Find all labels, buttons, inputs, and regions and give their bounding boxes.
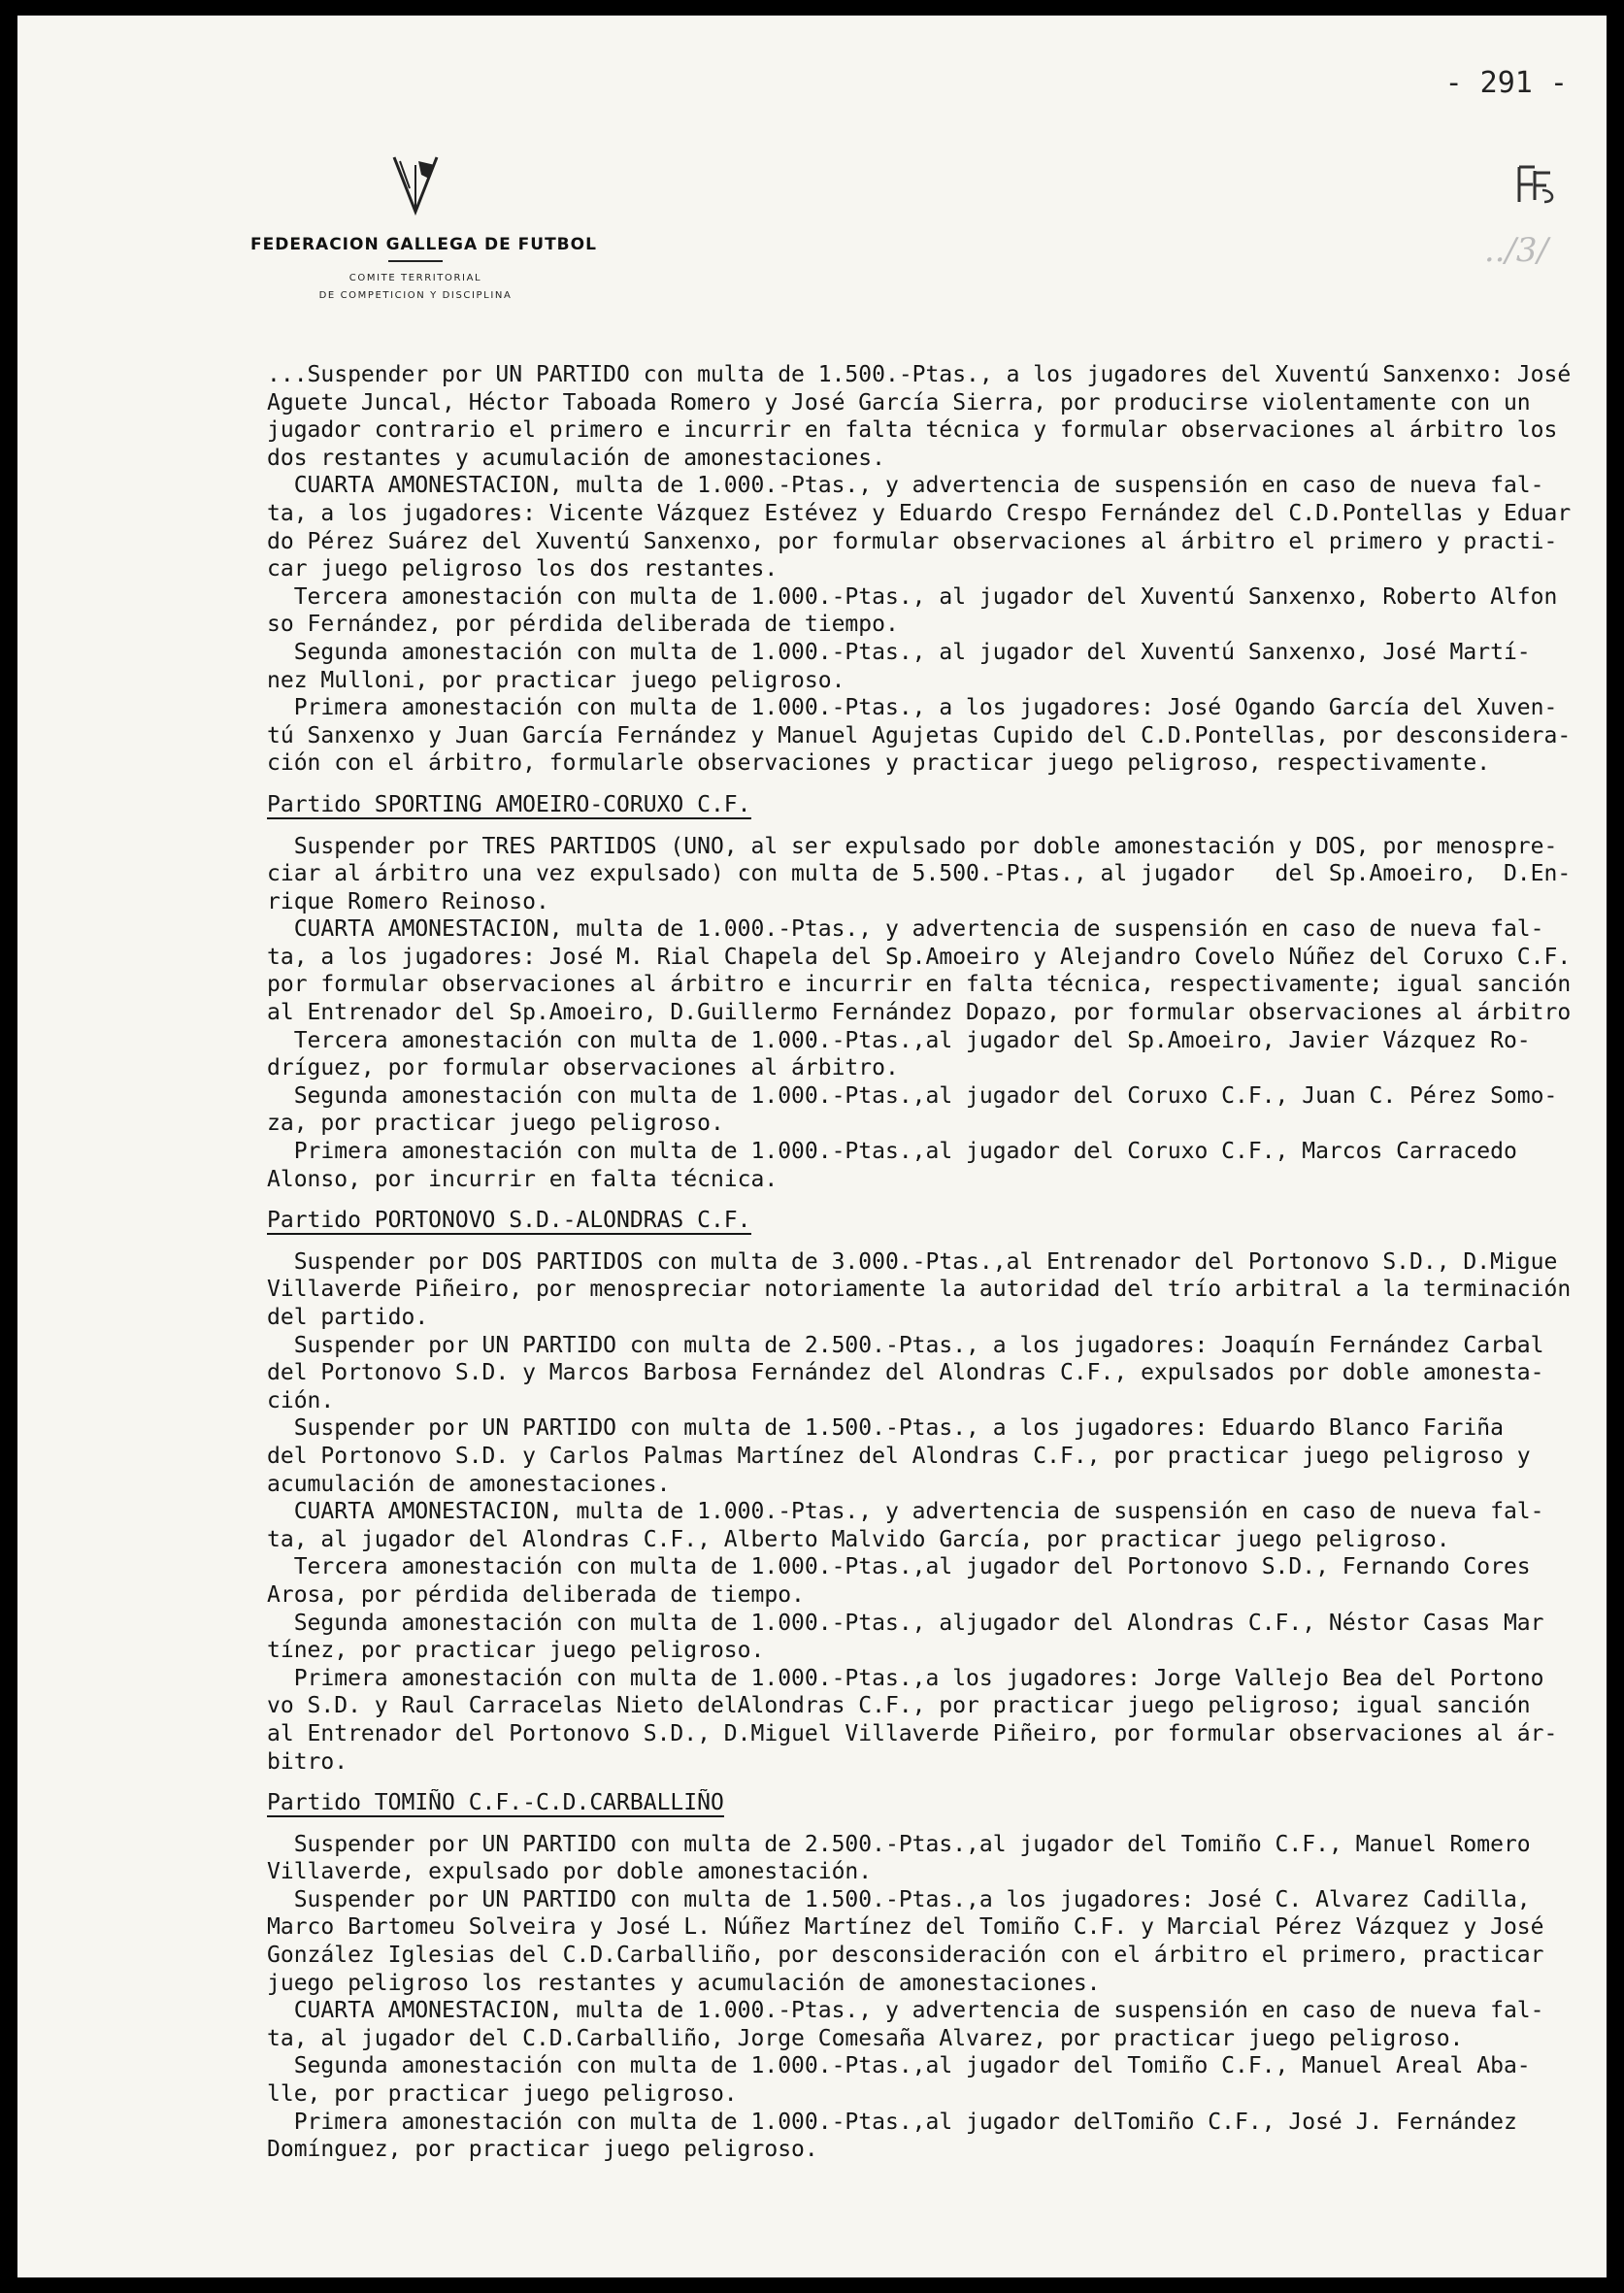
text-line: Primera amonestación con multa de 1.000.-Ptas.,a los jugadores: Jorge Vallejo Bea del Portono bbox=[267, 1665, 1544, 1691]
text-line: Tercera amonestación con multa de 1.000.-Ptas.,al jugador del Portonovo S.D., Fernando Cores bbox=[267, 1554, 1531, 1580]
text-line: Tercera amonestación con multa de 1.000.-Ptas.,al jugador del Sp.Amoeiro, Javier Vázquez Ro- bbox=[267, 1027, 1531, 1053]
letterhead bbox=[250, 151, 597, 305]
text-line: Suspender por DOS PARTIDOS con multa de 3.000.-Ptas.,al Entrenador del Portonovo S.D., D.Migue bbox=[267, 1248, 1558, 1275]
text-line: Aguete Juncal, Héctor Taboada Romero y José García Sierra, por producirse violentamente con un bbox=[267, 389, 1531, 415]
text-line: Marco Bartomeu Solveira y José L. Núñez Martínez del Tomiño C.F. y Marcial Pérez Vázquez y José bbox=[267, 1914, 1544, 1941]
text-line: Tercera amonestación con multa de 1.000.-Ptas., al jugador del Xuventú Sanxenxo, Roberto Alfon bbox=[267, 583, 1558, 610]
text-line: rique Romero Reinoso. bbox=[267, 888, 549, 914]
text-line: Primera amonestación con multa de 1.000.-Ptas.,al jugador del Coruxo C.F., Marcos Carracedo bbox=[267, 1139, 1517, 1165]
text-line: Segunda amonestación con multa de 1.000.-Ptas.,al jugador del Tomiño C.F., Manuel Areal Aba- bbox=[267, 2053, 1531, 2079]
text-line: Alonso, por incurrir en falta técnica. bbox=[267, 1166, 779, 1192]
match-heading bbox=[267, 1789, 1607, 1817]
page-number: - 291 - bbox=[1444, 66, 1568, 100]
text-line: al Entrenador del Portonovo S.D., D.Miguel Villaverde Piñeiro, por formular observaciones al ár- bbox=[267, 1720, 1558, 1746]
text-line: za, por practicar juego peligroso. bbox=[267, 1111, 724, 1137]
federation-name: FEDERACION GALLEGA DE FUTBOL bbox=[250, 235, 597, 254]
text-line: ción. bbox=[267, 1387, 335, 1413]
text-line: CUARTA AMONESTACION, multa de 1.000.-Ptas., y advertencia de suspensión en caso de nueva fal- bbox=[267, 1998, 1544, 2024]
text-line: ...Suspender por UN PARTIDO con multa de 1.500.-Ptas., a los jugadores del Xuventú Sanxenxo: José bbox=[267, 362, 1572, 387]
text-line: jugador contrario el primero e incurrir en falta técnica y formular observaciones al árbitro los bbox=[267, 417, 1558, 444]
text-line: Arosa, por pérdida deliberada de tiempo. bbox=[267, 1581, 805, 1608]
text-line: vo S.D. y Raul Carracelas Nieto delAlondras C.F., por practicar juego peligroso; igual sanción bbox=[267, 1693, 1531, 1719]
text-line: Suspender por UN PARTIDO con multa de 2.500.-Ptas., a los jugadores: Joaquín Fernández Carbal bbox=[267, 1332, 1544, 1358]
text-line: acumulación de amonestaciones. bbox=[267, 1471, 671, 1497]
text-line: Suspender por UN PARTIDO con multa de 1.500.-Ptas., a los jugadores: Eduardo Blanco Fariña bbox=[267, 1415, 1504, 1442]
match-heading-text: Partido PORTONOVO S.D.-ALONDRAS C.F. bbox=[267, 1208, 751, 1234]
match-heading-text: Partido TOMIÑO C.F.-C.D.CARBALLIÑO bbox=[267, 1790, 724, 1816]
text-line: Villaverde Piñeiro, por menospreciar notoriamente la autoridad del trío arbitral a la terminación bbox=[267, 1277, 1572, 1303]
committee-line-2: DE COMPETICION Y DISCIPLINA bbox=[318, 290, 513, 301]
text-line: Primera amonestación con multa de 1.000.-Ptas.,al jugador delTomiño C.F., José J. Fernández bbox=[267, 2109, 1517, 2135]
document-body bbox=[267, 361, 1607, 2164]
text-line: so Fernández, por pérdida deliberada de tiempo. bbox=[267, 612, 899, 638]
text-line: tú Sanxenxo y Juan García Fernández y Manuel Agujetas Cupido del C.D.Pontellas, por desconsidera- bbox=[267, 722, 1572, 748]
text-line: del partido. bbox=[267, 1305, 429, 1330]
text-line: ta, al jugador del C.D.Carballiño, Jorge Comesaña Alvarez, por practicar juego peligroso. bbox=[267, 2025, 1464, 2051]
stamp bbox=[1513, 161, 1560, 213]
text-line: Suspender por UN PARTIDO con multa de 2.500.-Ptas.,al jugador del Tomiño C.F., Manuel Romero bbox=[267, 1831, 1531, 1857]
text-line: por formular observaciones al árbitro e incurrir en falta técnica, respectivamente; igual sanción bbox=[267, 972, 1572, 998]
text-line: ta, a los jugadores: José M. Rial Chapela del Sp.Amoeiro y Alejandro Covelo Núñez del Coruxo C.F. bbox=[267, 944, 1572, 970]
text-line: tínez, por practicar juego peligroso. bbox=[267, 1638, 765, 1664]
text-line: Villaverde, expulsado por doble amonestación. bbox=[267, 1859, 873, 1885]
handwritten-note: ../3/ bbox=[1483, 231, 1548, 270]
document-page bbox=[17, 16, 1607, 2277]
text-line: CUARTA AMONESTACION, multa de 1.000.-Ptas., y advertencia de suspensión en caso de nueva fal- bbox=[267, 1499, 1544, 1525]
text-line: dos restantes y acumulación de amonestaciones. bbox=[267, 445, 885, 471]
monogram-stamp-icon bbox=[1513, 161, 1560, 208]
divider bbox=[388, 260, 443, 262]
text-line: del Portonovo S.D. y Carlos Palmas Martínez del Alondras C.F., por practicar juego peligroso y bbox=[267, 1443, 1531, 1469]
text-line: lle, por practicar juego peligroso. bbox=[267, 2081, 738, 2108]
match-heading bbox=[267, 791, 1607, 819]
text-line: ciar al árbitro una vez expulsado) con multa de 5.500.-Ptas., al jugador del Sp.Amoeiro, D.En- bbox=[267, 861, 1572, 887]
text-line: car juego peligroso los dos restantes. bbox=[267, 556, 779, 582]
text-line: bitro. bbox=[267, 1748, 348, 1775]
text-line: ta, al jugador del Alondras C.F., Alberto Malvido García, por practicar juego peligroso. bbox=[267, 1526, 1450, 1552]
text-line: Segunda amonestación con multa de 1.000.-Ptas., aljugador del Alondras C.F., Néstor Casas Mar bbox=[267, 1610, 1544, 1636]
text-line: González Iglesias del C.D.Carballiño, por desconsideración con el árbitro el primero, practicar bbox=[267, 1943, 1544, 1969]
text-line: al Entrenador del Sp.Amoeiro, D.Guillermo Fernández Dopazo, por formular observaciones al árbitro bbox=[267, 1000, 1572, 1026]
match-heading-text: Partido SPORTING AMOEIRO-CORUXO C.F. bbox=[267, 791, 751, 817]
text-line: nez Mulloni, por practicar juego peligroso. bbox=[267, 667, 845, 693]
text-line: juego peligroso los restantes y acumulación de amonestaciones. bbox=[267, 1970, 1101, 1996]
text-line: CUARTA AMONESTACION, multa de 1.000.-Ptas., y advertencia de suspensión en caso de nueva fal- bbox=[267, 916, 1544, 943]
text-line: Segunda amonestación con multa de 1.000.-Ptas.,al jugador del Coruxo C.F., Juan C. Pérez Somo- bbox=[267, 1082, 1558, 1109]
text-line: do Pérez Suárez del Xuventú Sanxenxo, por formular observaciones al árbitro el primero y practi- bbox=[267, 528, 1558, 554]
text-line: Domínguez, por practicar juego peligroso. bbox=[267, 2137, 818, 2163]
text-line: Primera amonestación con multa de 1.000.-Ptas., a los jugadores: José Ogando García del Xuven- bbox=[267, 695, 1558, 721]
text-line: Suspender por TRES PARTIDOS (UNO, al ser expulsado por doble amonestación y DOS, por menospre- bbox=[267, 833, 1558, 859]
text-line: Suspender por UN PARTIDO con multa de 1.500.-Ptas.,a los jugadores: José C. Alvarez Cadilla, bbox=[267, 1886, 1531, 1912]
text-line: del Portonovo S.D. y Marcos Barbosa Fernández del Alondras C.F., expulsados por doble amonesta- bbox=[267, 1360, 1544, 1386]
text-line: ta, a los jugadores: Vicente Vázquez Estévez y Eduardo Crespo Fernández del C.D.Pontellas y Eduar bbox=[267, 500, 1572, 526]
text-line: CUARTA AMONESTACION, multa de 1.000.-Ptas., y advertencia de suspensión en caso de nueva fal- bbox=[267, 473, 1544, 499]
text-line: dríguez, por formular observaciones al árbitro. bbox=[267, 1055, 899, 1081]
committee-line-1: COMITE TERRITORIAL bbox=[348, 273, 482, 283]
federation-shield-icon bbox=[386, 151, 445, 217]
text-line: Segunda amonestación con multa de 1.000.-Ptas., al jugador del Xuventú Sanxenxo, José Martí- bbox=[267, 639, 1531, 665]
text-line: ción con el árbitro, formularle observaciones y practicar juego peligroso, respectivamente. bbox=[267, 750, 1491, 777]
match-heading bbox=[267, 1207, 1607, 1235]
